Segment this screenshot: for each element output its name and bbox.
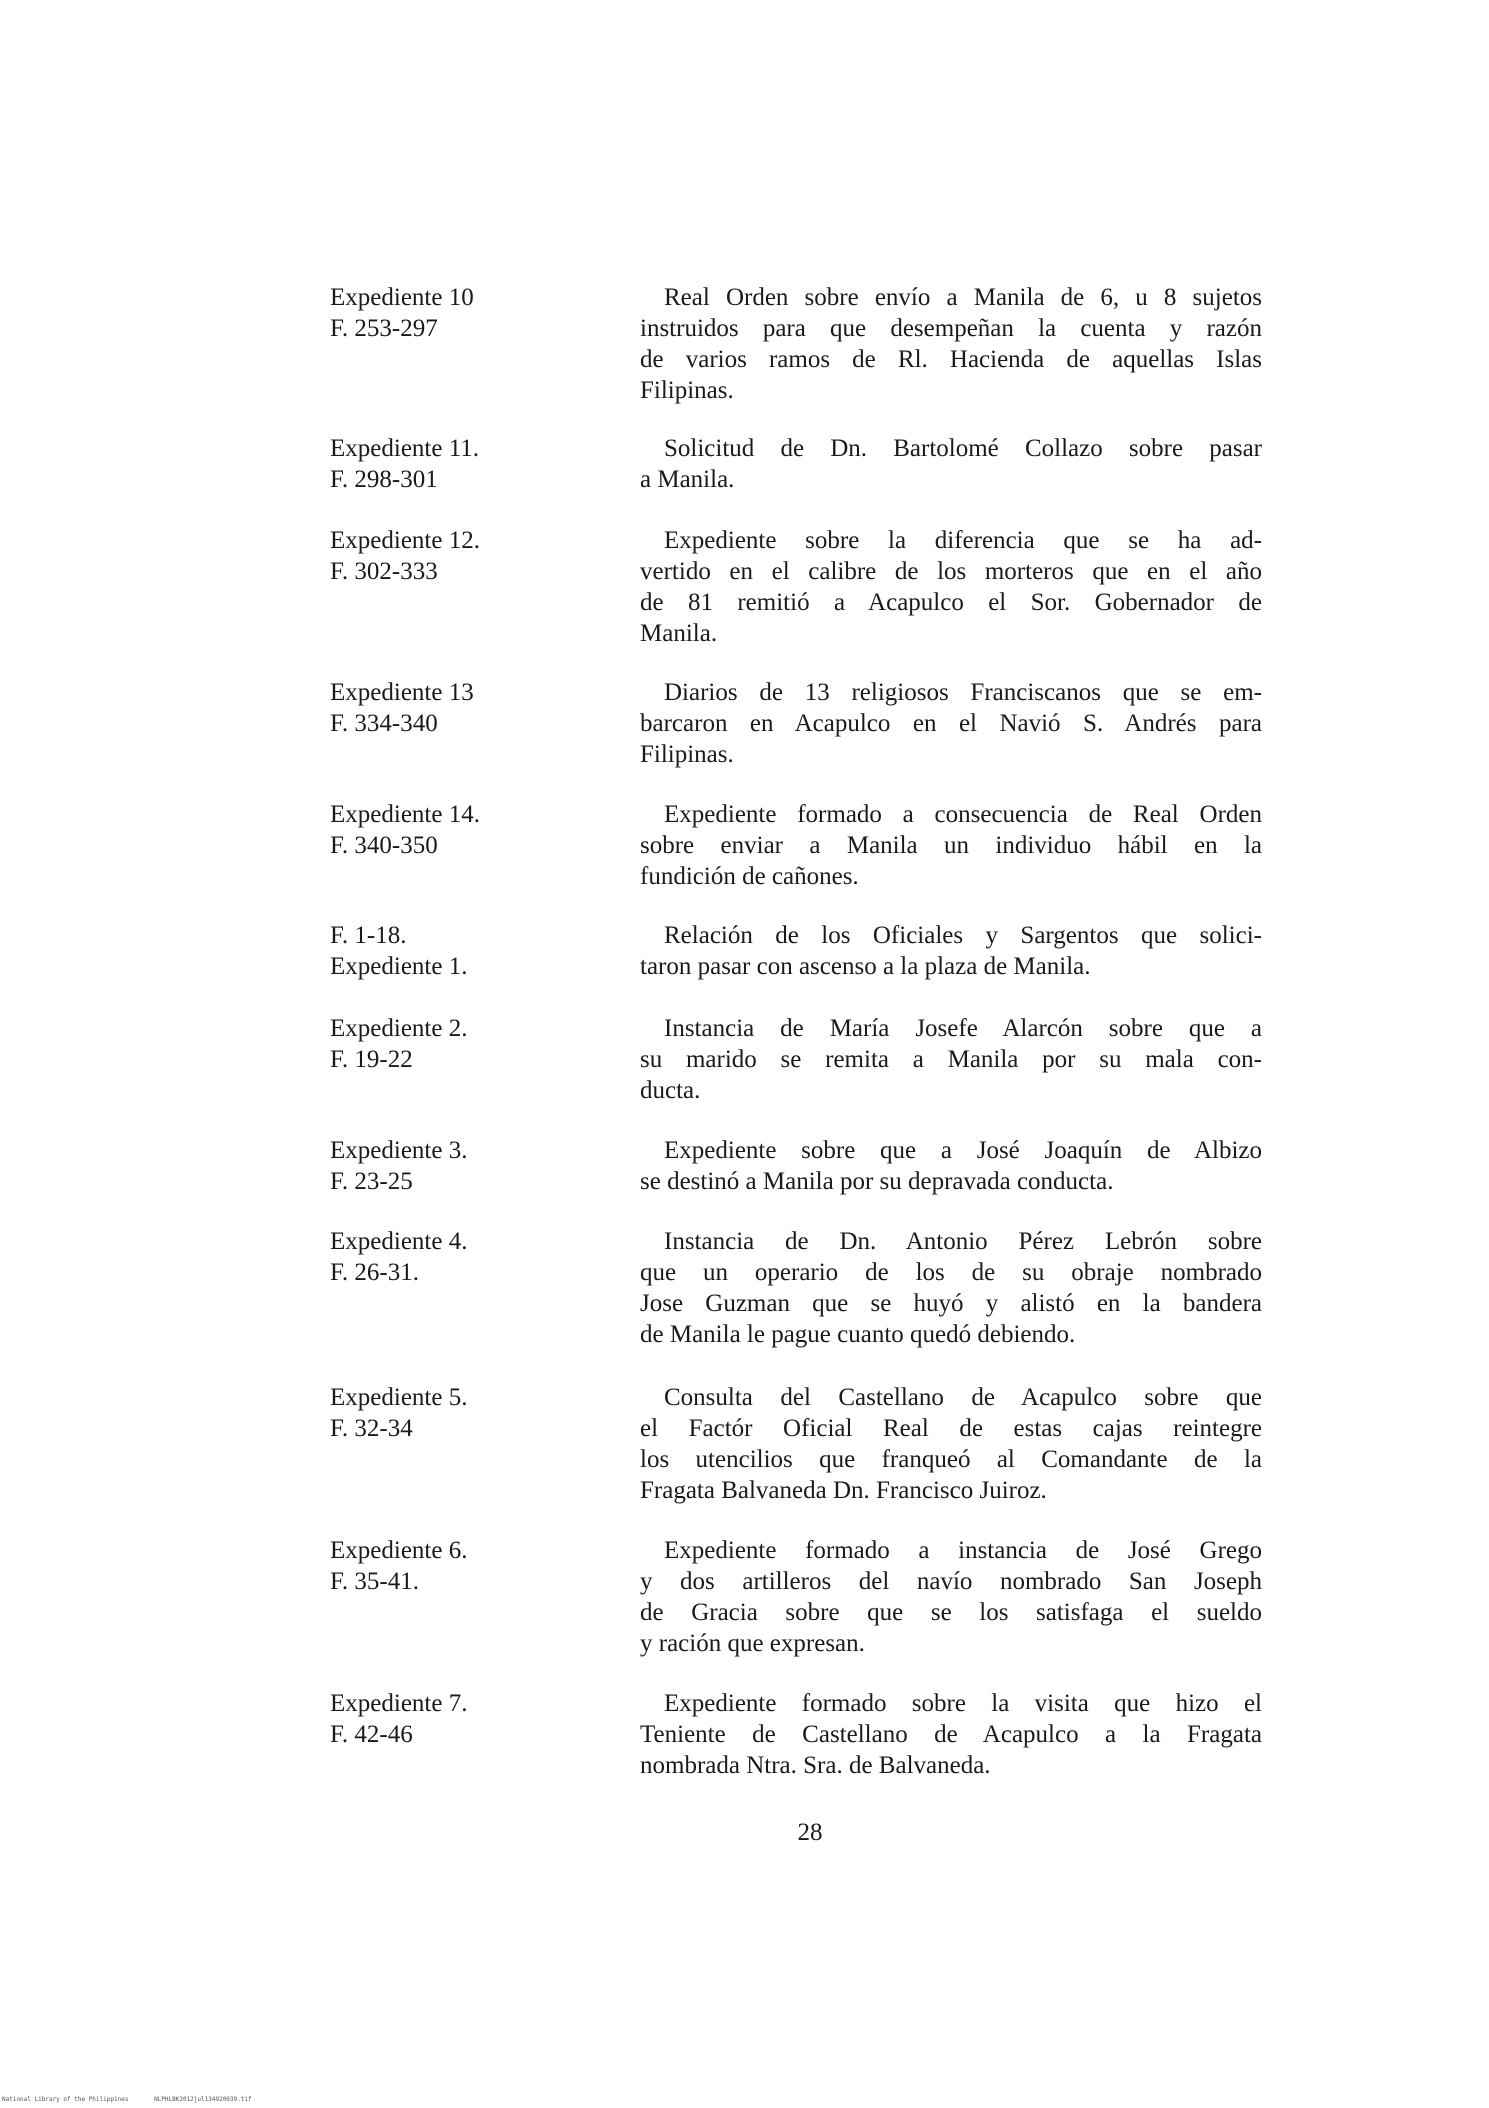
folio-range: F. 32-34 [330,1415,413,1442]
description-line: ducta. [640,1077,701,1104]
expediente-label: Expediente 13 [330,679,474,706]
entry-reference [330,1226,580,1288]
description-line: se destinó a Manila por su depravada conducta. [640,1168,1114,1195]
description-line: nombrada Ntra. Sra. de Balvaneda. [640,1752,991,1779]
description-line: Expediente formado a instancia de José Grego [664,1537,1262,1564]
description-line: Expediente sobre que a José Joaquín de Albizo [664,1137,1262,1164]
entry-description [640,1382,1262,1506]
description-line: sobre enviar a Manila un individuo hábil en la [640,832,1262,859]
description-line: y ración que expresan. [640,1630,865,1657]
description-line: Fragata Balvaneda Dn. Francisco Juiroz. [640,1477,1047,1504]
expediente-label: Expediente 3. [330,1137,468,1164]
description-line: vertido en el calibre de los morteros que en el año [640,558,1262,585]
entry-reference [330,433,580,495]
description-line: Consulta del Castellano de Acapulco sobre que [664,1384,1262,1411]
folio-range: F. 26-31. [330,1259,419,1286]
description-line: su marido se remita a Manila por su mala con- [640,1046,1262,1073]
description-line: Real Orden sobre envío a Manila de 6, u 8 sujetos [664,284,1262,311]
folio-range: F. 334-340 [330,710,438,737]
description-line: Instancia de María Josefe Alarcón sobre que a [664,1015,1262,1042]
folio-range: F. 1-18. [330,922,407,949]
entry-description [640,1135,1262,1197]
entry-description [640,920,1262,982]
description-line: de varios ramos de Rl. Hacienda de aquellas Islas [640,346,1262,373]
description-line: los utencilios que franqueó al Comandante de la [640,1446,1262,1473]
description-line: el Factór Oficial Real de estas cajas reintegre [640,1415,1262,1442]
description-line: Solicitud de Dn. Bartolomé Collazo sobre pasar [664,435,1262,462]
description-line: barcaron en Acapulco en el Navió S. Andrés para [640,710,1262,737]
entry-description [640,1535,1262,1659]
entry-reference [330,1013,580,1075]
footer-library: National Library of the Philippines [2,2096,129,2103]
entry-description [640,799,1262,892]
entry-reference [330,282,580,344]
description-line: a Manila. [640,466,735,493]
footer-file: NLPHLBK2012jul134920039.tif [154,2096,252,2103]
description-line: Expediente formado sobre la visita que hizo el [664,1690,1262,1717]
entry-reference [330,1535,580,1597]
entry-reference [330,1382,580,1444]
expediente-label: Expediente 14. [330,801,480,828]
description-line: Expediente formado a consecuencia de Real Orden [664,801,1262,828]
entry-description [640,525,1262,649]
description-line: que un operario de los de su obraje nombrado [640,1259,1262,1286]
entry-description [640,433,1262,495]
expediente-label: Expediente 7. [330,1690,468,1717]
description-line: Diarios de 13 religiosos Franciscanos que se em- [664,679,1262,706]
expediente-label: Expediente 2. [330,1015,468,1042]
entry-description [640,282,1262,406]
description-line: de 81 remitió a Acapulco el Sor. Gobernador de [640,589,1262,616]
description-line: Manila. [640,620,718,647]
folio-range: F. 35-41. [330,1568,419,1595]
description-line: Jose Guzman que se huyó y alistó en la bandera [640,1290,1262,1317]
expediente-label: Expediente 6. [330,1537,468,1564]
description-line: instruidos para que desempeñan la cuenta y razón [640,315,1262,342]
expediente-label: Expediente 1. [330,953,468,980]
folio-range: F. 42-46 [330,1721,413,1748]
expediente-label: Expediente 12. [330,527,480,554]
expediente-label: Expediente 5. [330,1384,468,1411]
description-line: Instancia de Dn. Antonio Pérez Lebrón sobre [664,1228,1262,1255]
description-line: Relación de los Oficiales y Sargentos que solici- [664,922,1262,949]
folio-range: F. 298-301 [330,466,438,493]
entry-reference [330,677,580,739]
description-line: y dos artilleros del navío nombrado San Joseph [640,1568,1262,1595]
page-number: 28 [797,1819,823,1846]
entry-reference [330,1135,580,1197]
description-line: de Gracia sobre que se los satisfaga el sueldo [640,1599,1262,1626]
expediente-label: Expediente 11. [330,435,480,462]
description-line: fundición de cañones. [640,863,859,890]
description-line: Teniente de Castellano de Acapulco a la Fragata [640,1721,1262,1748]
description-line: Filipinas. [640,741,734,768]
entry-reference [330,799,580,861]
folio-range: F. 19-22 [330,1046,413,1073]
entry-description [640,1013,1262,1106]
expediente-label: Expediente 4. [330,1228,468,1255]
folio-range: F. 340-350 [330,832,438,859]
description-line: Expediente sobre la diferencia que se ha ad- [664,527,1262,554]
folio-range: F. 253-297 [330,315,438,342]
description-line: de Manila le pague cuanto quedó debiendo. [640,1321,1076,1348]
entry-description [640,677,1262,770]
entry-reference [330,920,580,982]
description-line: Filipinas. [640,377,734,404]
folio-range: F. 302-333 [330,558,438,585]
description-line: taron pasar con ascenso a la plaza de Manila. [640,953,1091,980]
expediente-label: Expediente 10 [330,284,474,311]
entry-description [640,1688,1262,1781]
entry-description [640,1226,1262,1350]
entry-reference [330,525,580,587]
folio-range: F. 23-25 [330,1168,413,1195]
entry-reference [330,1688,580,1750]
scan-footer [2,2096,274,2103]
